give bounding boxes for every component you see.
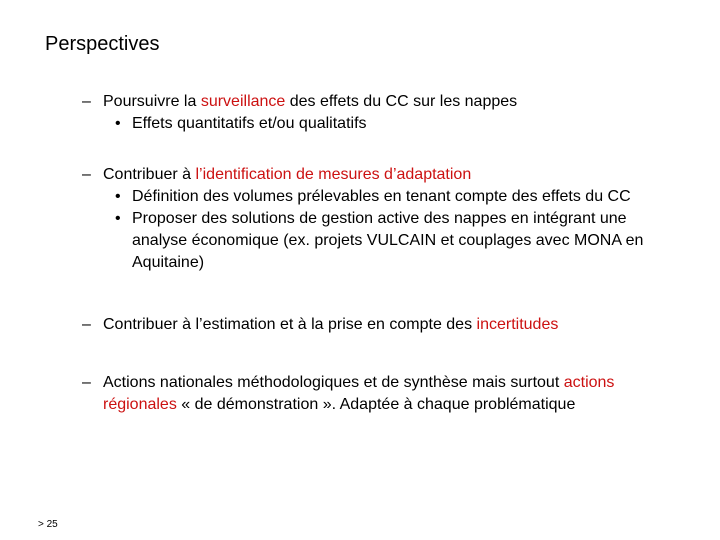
dash-marker: – [82, 166, 91, 183]
highlight-text: l’identification de mesures d’adaptation [195, 166, 472, 183]
sub-item-text: Effets quantitatifs et/ou qualitatifs [132, 115, 367, 132]
item-text: « de démonstration ». Adaptée à chaque problématique [176, 396, 576, 413]
item-text: Actions nationales méthodologiques et de synthèse mais surtout [103, 374, 564, 391]
sub-bullet-item [82, 186, 682, 208]
list-item [82, 314, 682, 336]
item-text: des effets du CC sur les nappes [285, 93, 518, 110]
sub-bullet-item [82, 113, 682, 135]
slide-title: Perspectives [45, 33, 160, 55]
sub-item-text: Proposer des solutions de gestion active des nappes en intégrant une analyse économique (ex. projets VULCAIN et couplages avec MONA en Aquitaine) [132, 210, 644, 271]
item-text: Contribuer à l’estimation et à la prise en compte des [103, 316, 477, 333]
list-item [82, 91, 682, 135]
highlight-text: incertitudes [476, 316, 559, 333]
sub-item-text: Définition des volumes prélevables en tenant compte des effets du CC [132, 188, 631, 205]
bullet-marker: • [115, 188, 121, 205]
dash-marker: – [82, 374, 91, 391]
bullet-item-surveillance [82, 91, 682, 113]
page-number: > 25 [38, 519, 58, 530]
highlight-text: surveillance [200, 93, 286, 110]
list-item [82, 164, 682, 274]
item-text: Contribuer à [103, 166, 196, 183]
bullet-marker: • [115, 115, 121, 132]
item-text: Poursuivre la [103, 93, 201, 110]
bullet-list [82, 91, 682, 416]
dash-marker: – [82, 316, 91, 333]
list-item [82, 372, 682, 416]
bullet-item-adaptation [82, 164, 682, 186]
dash-marker: – [82, 93, 91, 110]
sub-bullet-item [82, 208, 682, 274]
bullet-item-actions [82, 372, 682, 416]
bullet-marker: • [115, 210, 121, 227]
bullet-item-incertitudes [82, 314, 682, 336]
highlight-text: actions régionales [103, 374, 615, 413]
